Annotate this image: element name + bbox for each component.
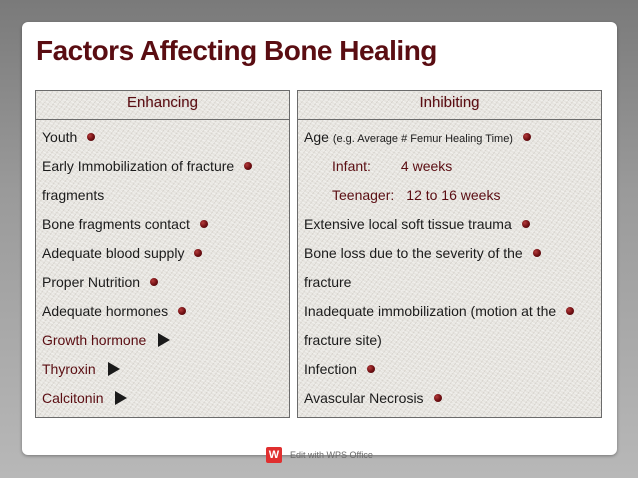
list-item-text: fracture bbox=[304, 274, 352, 290]
bullet-dot-icon bbox=[87, 133, 95, 141]
list-item-text: Proper Nutrition bbox=[42, 274, 141, 290]
bullet-dot-icon bbox=[150, 278, 158, 286]
list-item-text: Infection bbox=[304, 361, 357, 377]
list-item-continuation bbox=[42, 185, 285, 214]
hormone-item bbox=[42, 359, 285, 388]
list-item bbox=[42, 214, 285, 243]
list-item bbox=[304, 359, 597, 388]
enhancing-header bbox=[36, 91, 289, 120]
hormone-text: Thyroxin bbox=[42, 361, 96, 377]
sub-item bbox=[304, 156, 597, 185]
sub-item bbox=[304, 185, 597, 214]
arrow-right-icon bbox=[158, 333, 170, 347]
list-item-text: Avascular Necrosis bbox=[304, 390, 424, 406]
sub-item-label: Infant: bbox=[332, 158, 371, 174]
inhibiting-header-label: Inhibiting bbox=[419, 94, 480, 111]
list-item bbox=[304, 214, 597, 243]
list-item-text: fracture site) bbox=[304, 332, 382, 348]
list-item-text: Youth bbox=[42, 129, 78, 145]
bullet-dot-icon bbox=[178, 307, 186, 315]
list-item-continuation bbox=[304, 272, 597, 301]
list-item-text: fragments bbox=[42, 187, 105, 203]
hormone-item bbox=[42, 388, 285, 417]
sub-item-value: 12 to 16 weeks bbox=[406, 187, 501, 203]
slide-title: Factors Affecting Bone Healing bbox=[36, 35, 437, 66]
inhibiting-list bbox=[304, 127, 597, 417]
list-item-text: Age bbox=[304, 129, 329, 145]
list-item bbox=[304, 243, 597, 272]
list-item bbox=[42, 272, 285, 301]
sub-item-value: 4 weeks bbox=[400, 158, 453, 174]
inhibiting-header bbox=[298, 91, 601, 120]
slide bbox=[22, 22, 617, 455]
list-item bbox=[304, 301, 597, 330]
enhancing-list bbox=[42, 127, 285, 417]
bullet-dot-icon bbox=[367, 365, 375, 373]
hormone-text: Calcitonin bbox=[42, 390, 104, 406]
bullet-dot-icon bbox=[434, 394, 442, 402]
wps-watermark[interactable] bbox=[266, 446, 373, 464]
sub-item-label: Teenager: bbox=[332, 187, 395, 203]
bullet-dot-icon bbox=[533, 249, 541, 257]
bullet-dot-icon bbox=[523, 133, 531, 141]
list-item-text: Adequate blood supply bbox=[42, 245, 185, 261]
list-item-text: Inadequate immobilization (motion at the bbox=[304, 303, 557, 319]
list-item bbox=[42, 243, 285, 272]
bullet-dot-icon bbox=[244, 162, 252, 170]
inhibiting-panel bbox=[297, 90, 602, 418]
bullet-dot-icon bbox=[522, 220, 530, 228]
hormone-item bbox=[42, 330, 285, 359]
list-item-continuation bbox=[304, 330, 597, 359]
enhancing-header-label: Enhancing bbox=[127, 94, 198, 111]
bullet-dot-icon bbox=[194, 249, 202, 257]
list-item-text: Extensive local soft tissue trauma bbox=[304, 216, 512, 232]
bullet-dot-icon bbox=[566, 307, 574, 315]
list-item bbox=[304, 388, 597, 417]
list-item-text: Early Immobilization of fracture bbox=[42, 158, 235, 174]
arrow-right-icon bbox=[115, 391, 127, 405]
list-item bbox=[42, 301, 285, 330]
hormone-text: Growth hormone bbox=[42, 332, 147, 348]
wps-watermark-text: Edit with WPS Office bbox=[290, 450, 373, 460]
arrow-right-icon bbox=[108, 362, 120, 376]
list-item bbox=[304, 127, 597, 156]
list-item bbox=[42, 127, 285, 156]
list-item-text: Bone fragments contact bbox=[42, 216, 190, 232]
list-item-text: Adequate hormones bbox=[42, 303, 169, 319]
enhancing-panel bbox=[35, 90, 290, 418]
wps-logo-icon: W bbox=[266, 447, 282, 463]
age-note: (e.g. Average # Femur Healing Time) bbox=[332, 133, 513, 145]
list-item-text: Bone loss due to the severity of the bbox=[304, 245, 523, 261]
list-item bbox=[42, 156, 285, 185]
bullet-dot-icon bbox=[200, 220, 208, 228]
